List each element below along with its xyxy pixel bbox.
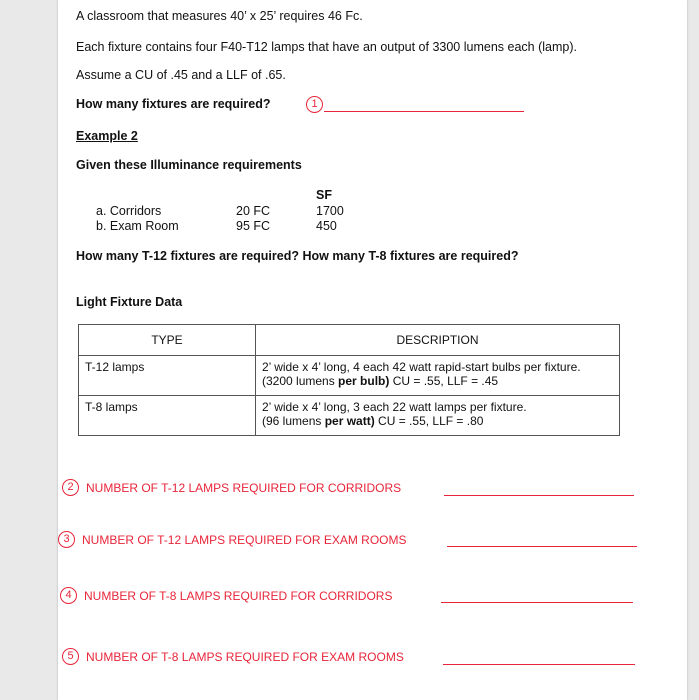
requirement-label-corridors: a. Corridors [96,204,162,218]
table-row [79,356,620,396]
requirement-sf-exam-room: 450 [316,219,337,233]
document-page [58,0,687,700]
table-header-description: DESCRIPTION [256,325,620,356]
answer-prompt-t12-exam-rooms: NUMBER OF T-12 LAMPS REQUIRED FOR EXAM ROOMS [82,533,407,547]
requirement-fc-exam-room: 95 FC [236,219,271,233]
answer-prompt-t8-exam-rooms: NUMBER OF T-8 LAMPS REQUIRED FOR EXAM ROOMS [86,650,404,664]
answer-prompt-t12-corridors: NUMBER OF T-12 LAMPS REQUIRED FOR CORRIDORS [86,481,402,495]
answer-number-1-icon: 1 [306,96,323,113]
answer-number-4-icon: 4 [60,587,77,604]
answer-blank-3[interactable] [447,546,637,547]
light-fixture-data-heading: Light Fixture Data [76,295,183,309]
example-2-heading: Example 2 [76,129,138,143]
description-line: (3200 lumens per bulb) CU = .55, LLF = .45 [262,374,499,388]
requirement-label-exam-room: b. Exam Room [96,219,179,233]
requirement-fc-corridors: 20 FC [236,204,271,218]
answer-number-2-icon: 2 [62,479,79,496]
requirement-sf-corridors: 1700 [316,204,344,218]
fixture-type-t8: T-8 lamps [79,396,256,436]
answer-prompt-t8-corridors: NUMBER OF T-8 LAMPS REQUIRED FOR CORRIDORS [84,589,393,603]
answer-blank-5[interactable] [443,664,635,665]
description-line: 2’ wide x 4’ long, 3 each 22 watt lamps per fixture. [262,400,527,414]
problem-statement-line-2: Each fixture contains four F40-T12 lamps that have an output of 3300 lumens each (lamp). [76,40,577,54]
problem-statement-line-3: Assume a CU of .45 and a LLF of .65. [76,68,286,82]
problem-statement-line-1: A classroom that measures 40’ x 25’ requires 46 Fc. [76,9,363,23]
sf-column-header: SF [316,188,332,202]
given-illuminance-heading: Given these Illuminance requirements [76,158,302,172]
fixture-description-t12 [256,356,620,396]
answer-blank-4[interactable] [441,602,633,603]
table-row [79,396,620,436]
light-fixture-table [78,324,620,436]
table-header-type: TYPE [79,325,256,356]
question-fixtures-required: How many fixtures are required? [76,97,271,111]
answer-blank-2[interactable] [444,495,634,496]
answer-number-3-icon: 3 [58,531,75,548]
description-line: (96 lumens per watt) CU = .55, LLF = .80 [262,414,484,428]
answer-number-5-icon: 5 [62,648,79,665]
question-t12-t8-fixtures: How many T-12 fixtures are required? How many T-8 fixtures are required? [76,249,519,263]
description-line: 2’ wide x 4’ long, 4 each 42 watt rapid-start bulbs per fixture. [262,360,581,374]
fixture-description-t8 [256,396,620,436]
table-header-row [79,325,620,356]
answer-blank-1[interactable] [324,111,524,112]
fixture-type-t12: T-12 lamps [79,356,256,396]
